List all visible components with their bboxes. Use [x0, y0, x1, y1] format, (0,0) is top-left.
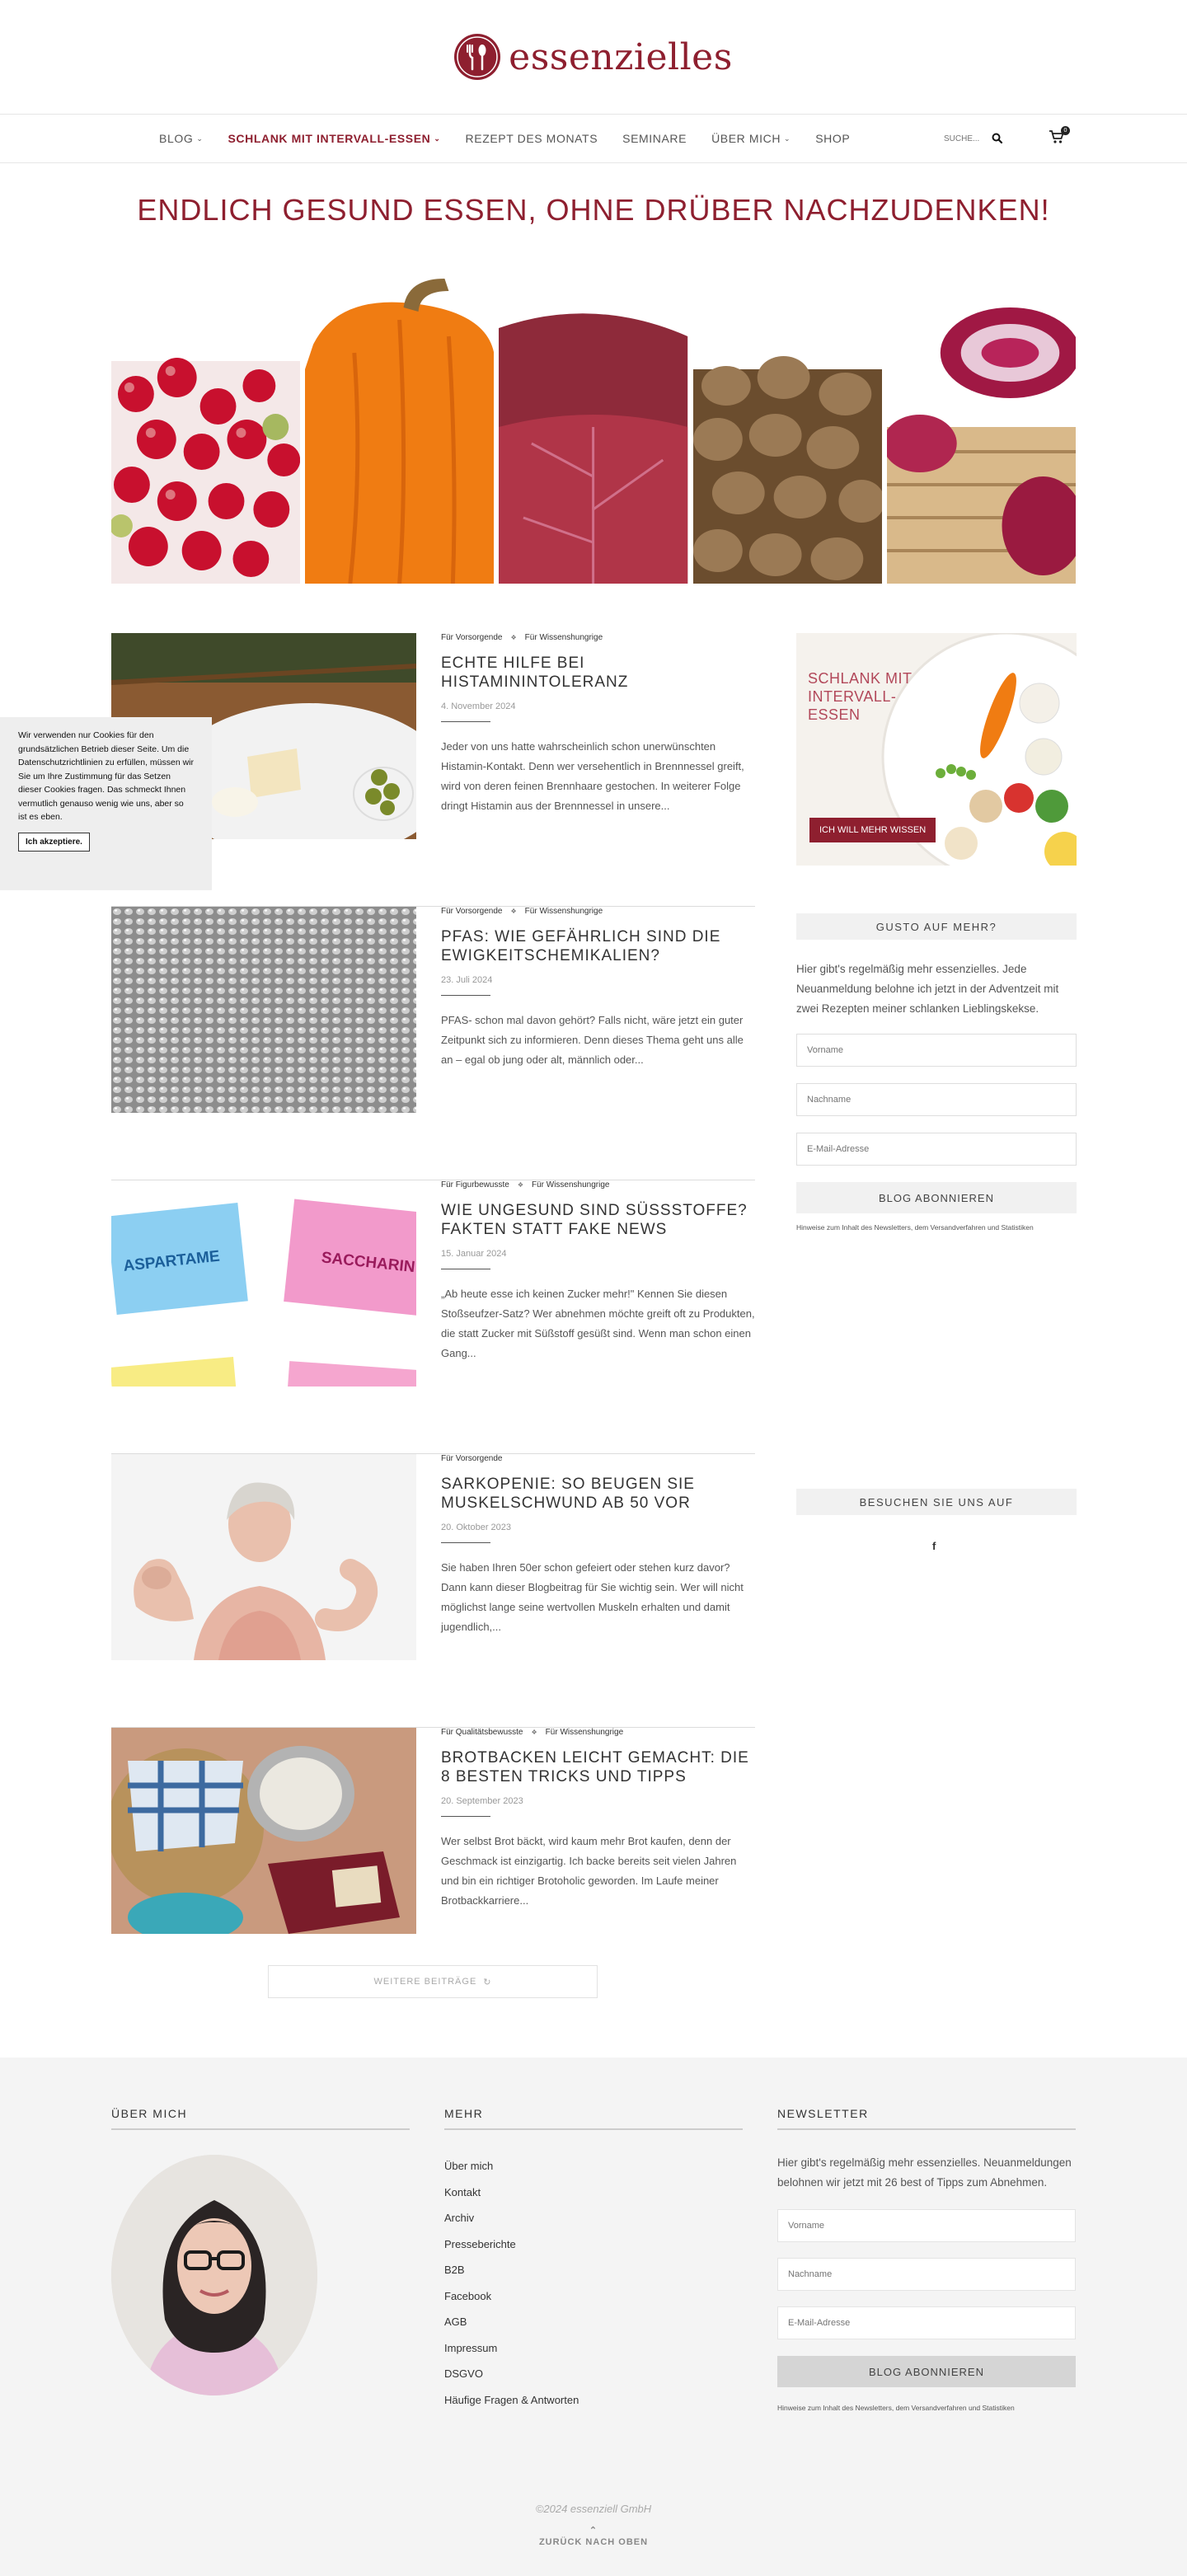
footer-link-b2b[interactable]: B2B: [444, 2264, 465, 2276]
main-navigation: [0, 114, 1187, 163]
post-date: 20. Oktober 2023: [441, 1523, 512, 1532]
footer-newsletter-text: Hier gibt's regelmäßig mehr essenzielles. Neuanmeldungen belohnen wir jetzt mit 26 best of Tipps zum Abnehmen.: [777, 2156, 1072, 2189]
nav-item-ueber-mich[interactable]: [711, 132, 791, 145]
sidebar-last-name-input[interactable]: [796, 1083, 1077, 1116]
search-icon[interactable]: [992, 131, 1002, 147]
category-link[interactable]: Für Wissenshungrige: [524, 633, 603, 642]
footer-link-archiv[interactable]: Archiv: [444, 2212, 475, 2224]
post-date: 4. November 2024: [441, 701, 516, 711]
category-link[interactable]: Für Figurbewusste: [441, 1180, 509, 1189]
post-excerpt: Wer selbst Brot bäckt, wird kaum mehr Brot kaufen, denn der Geschmack ist einzigartig. Ich backe bereits seit vielen Jahren und bin ein richtiger Brotoholic geworden. Im Laufe meiner Brotbackkarriere...: [441, 1835, 737, 1907]
post-thumbnail-sweetener-packets[interactable]: [111, 1180, 416, 1387]
post-thumbnail-bread-baking[interactable]: [111, 1728, 416, 1934]
site-header: [0, 0, 1187, 114]
post-excerpt: Jeder von uns hatte wahrscheinlich schon unerwünschten Histamin-Kontakt. Denn wer versehentlich in Brennnessel greift, wird von deren feinen Brennhaare gestochen. In weiterer Folge dringt Histamin aus der Brennnessel in unsere...: [441, 740, 744, 812]
footer-more-column: [444, 2107, 743, 2413]
fork-spoon-logo-icon: [454, 34, 500, 80]
sidebar-first-name-input[interactable]: [796, 1034, 1077, 1067]
hero-red-onion-image: [887, 262, 1076, 584]
post-excerpt: PFAS- schon mal davon gehört? Falls nicht, wäre jetzt ein guter Zeitpunkt sich zu informieren. Denn dieses Thema geht uns alle an – egal ob jung oder alt, männlich oder...: [441, 1014, 744, 1066]
post-body: [441, 1728, 755, 1911]
category-separator-icon: ❖: [531, 1729, 537, 1736]
post-card: [111, 1180, 755, 1454]
saccharin-label: SACCHARIN: [320, 1249, 416, 1277]
post-title[interactable]: PFAS: WIE GEFÄHRLICH SIND DIE EWIGKEITSCHEMIKALIEN?: [441, 928, 721, 964]
footer-link-dsgvo[interactable]: DSGVO: [444, 2367, 483, 2380]
aspartame-label: ASPARTAME: [122, 1247, 221, 1275]
category-link[interactable]: Für Wissenshungrige: [531, 1180, 610, 1189]
post-date: 15. Januar 2024: [441, 1249, 507, 1259]
hero-beetroot-image: [499, 262, 687, 584]
footer-link-facebook[interactable]: Facebook: [444, 2289, 492, 2302]
nav-item-rezept-des-monats[interactable]: [466, 132, 598, 145]
intervall-essen-promo-banner[interactable]: [796, 633, 1077, 866]
footer-link-presseberichte[interactable]: Presseberichte: [444, 2237, 516, 2250]
facebook-icon[interactable]: f: [932, 1540, 936, 1552]
social-heading: BESUCHEN SIE UNS AUF: [796, 1489, 1077, 1515]
footer-first-name-input[interactable]: [777, 2209, 1076, 2242]
footer-link-agb[interactable]: AGB: [444, 2316, 467, 2328]
load-more-button[interactable]: [268, 1965, 598, 1998]
post-thumbnail-water-drops[interactable]: [111, 907, 416, 1113]
chevron-up-icon: ⌃: [589, 2526, 598, 2536]
post-card: [111, 1454, 755, 1728]
nav-item-label: ÜBER MICH: [711, 132, 781, 145]
post-categories: [441, 1728, 755, 1737]
footer-about-column: [111, 2107, 410, 2395]
refresh-icon: ↻: [483, 1977, 492, 1987]
sidebar-newsletter-fineprint[interactable]: Hinweise zum Inhalt des Newsletters, dem Versandverfahren und Statistiken: [796, 1223, 1034, 1232]
nav-item-label: BLOG: [159, 132, 194, 145]
footer-email-input[interactable]: [777, 2306, 1076, 2339]
footer-newsletter-fineprint[interactable]: Hinweise zum Inhalt des Newsletters, dem Versandverfahren und Statistiken: [777, 2404, 1015, 2412]
post-card: [111, 907, 755, 1180]
post-body: [441, 1454, 755, 1637]
cookie-banner: [0, 717, 212, 890]
post-categories: [441, 633, 755, 642]
copyright: ©2024 essenziell GmbH: [535, 2503, 652, 2515]
footer-subscribe-button[interactable]: BLOG ABONNIEREN: [777, 2356, 1076, 2387]
post-body: [441, 633, 755, 816]
site-logo-text: essenzielles: [509, 35, 733, 78]
footer-link-list: [444, 2153, 743, 2413]
nav-item-label: REZEPT DES MONATS: [465, 132, 598, 145]
back-to-top-label: ZURÜCK NACH OBEN: [538, 2537, 649, 2547]
footer-more-heading: MEHR: [444, 2107, 743, 2130]
category-link[interactable]: Für Wissenshungrige: [545, 1728, 624, 1737]
load-more-label: WEITERE BEITRÄGE: [373, 1977, 477, 1987]
footer-newsletter-heading: NEWSLETTER: [777, 2107, 1076, 2130]
post-date: 23. Juli 2024: [441, 975, 493, 985]
category-link[interactable]: Für Qualitätsbewusste: [441, 1728, 523, 1737]
nav-search: [944, 131, 1002, 147]
page-headline: ENDLICH GESUND ESSEN, OHNE DRÜBER NACHZUDENKEN!: [137, 193, 1050, 227]
post-divider: [441, 1816, 490, 1817]
post-excerpt: „Ab heute esse ich keinen Zucker mehr!" Kennen Sie diesen Stoßseufzer-Satz? Wer abnehmen möchte greift oft zu Produkten, die statt Zucker mit Süßstoff gesüßt sind. Wenn man schon einen Gang...: [441, 1288, 755, 1359]
footer-about-heading: ÜBER MICH: [111, 2107, 410, 2130]
nav-item-seminare[interactable]: [622, 132, 687, 145]
nav-item-label: SEMINARE: [622, 132, 687, 145]
post-divider: [441, 1542, 490, 1543]
cookie-text: Wir verwenden nur Cookies für den grundsätzlichen Betrieb dieser Seite. Um die Datenschutzrichtlinien zu erfüllen, müssen wir Sie um Ihre Zustimmung für das Setzen dieser Cookies fragen. Das schmeckt Ihnen vermutlich genauso wenig wie uns, aber so ist es eben.: [18, 730, 195, 822]
footer-bottom-bar: [0, 2503, 1187, 2547]
sidebar: [796, 633, 1077, 1232]
hero-chestnuts-image: [693, 262, 882, 584]
post-title[interactable]: ECHTE HILFE BEI HISTAMININTOLERANZ: [441, 655, 629, 691]
category-separator-icon: ❖: [510, 634, 517, 641]
post-excerpt: Sie haben Ihren 50er schon gefeiert oder stehen kurz davor? Dann kann dieser Blogbeitrag für Sie wichtig sein. Wer will nicht möglichst lange seine wertvollen Muskeln erhalten und damit jugendlich,...: [441, 1561, 744, 1633]
nav-item-label: SHOP: [815, 132, 851, 145]
footer-link-impressum[interactable]: Impressum: [444, 2341, 498, 2354]
category-link[interactable]: Für Vorsorgende: [441, 633, 503, 642]
post-title[interactable]: SARKOPENIE: SO BEUGEN SIE MUSKELSCHWUND AB 50 VOR: [441, 1476, 695, 1512]
hero-pumpkin-image: [305, 262, 494, 584]
post-categories: [441, 1454, 755, 1463]
post-divider: [441, 995, 490, 996]
footer-newsletter-column: [777, 2107, 1076, 2412]
back-to-top-link[interactable]: [0, 2525, 1187, 2547]
promo-more-info-button[interactable]: ICH WILL MEHR WISSEN: [809, 818, 936, 842]
footer-link-kontakt[interactable]: Kontakt: [444, 2185, 481, 2198]
footer-link-faq[interactable]: Häufige Fragen & Antworten: [444, 2393, 579, 2406]
cart-button[interactable]: [1049, 129, 1068, 148]
chevron-down-icon: ⌄: [434, 134, 441, 143]
sidebar-email-input[interactable]: [796, 1133, 1077, 1166]
hero-image-strip: [111, 262, 1076, 584]
category-link[interactable]: Für Wissenshungrige: [524, 907, 603, 916]
nav-item-shop[interactable]: [815, 132, 850, 145]
post-title[interactable]: BROTBACKEN LEICHT GEMACHT: DIE 8 BESTEN TRICKS UND TIPPS: [441, 1749, 749, 1785]
footer-last-name-input[interactable]: [777, 2258, 1076, 2291]
nav-item-label: SCHLANK MIT INTERVALL-ESSEN: [228, 132, 431, 145]
search-input[interactable]: [944, 134, 985, 143]
post-date: 20. September 2023: [441, 1796, 523, 1806]
promo-title: SCHLANK MIT INTERVALL-ESSEN: [808, 670, 913, 723]
sidebar-newsletter-text: Hier gibt's regelmäßig mehr essenzielles. Jede Neuanmeldung belohne ich jetzt in der Adventzeit mit zwei Rezepten meiner schlanken Lieblingskekse.: [796, 963, 1059, 1015]
sidebar-newsletter-heading: GUSTO AUF MEHR?: [796, 913, 1077, 940]
post-body: [441, 1180, 755, 1363]
post-divider: [441, 721, 490, 722]
post-card: [111, 1728, 755, 2001]
cart-count-badge: 0: [1061, 126, 1070, 135]
post-title[interactable]: WIE UNGESUND SIND SÜSSSTOFFE? FAKTEN STATT FAKE NEWS: [441, 1202, 748, 1238]
post-body: [441, 907, 755, 1070]
hero-cranberries-image: [111, 262, 300, 584]
post-categories: [441, 907, 755, 916]
post-categories: [441, 1180, 755, 1189]
chevron-down-icon: ⌄: [784, 134, 791, 143]
site-footer: [0, 2058, 1187, 2576]
category-separator-icon: ❖: [510, 908, 517, 915]
nav-item-schlank-mit-intervall-essen[interactable]: [228, 132, 440, 145]
cookie-accept-button[interactable]: Ich akzeptiere.: [18, 833, 90, 852]
category-separator-icon: ❖: [517, 1181, 523, 1189]
author-portrait: [111, 2155, 317, 2395]
category-link[interactable]: Für Vorsorgende: [441, 1454, 503, 1463]
sidebar-subscribe-button[interactable]: BLOG ABONNIEREN: [796, 1182, 1077, 1213]
site-logo[interactable]: [454, 34, 733, 80]
footer-link-ueber-mich[interactable]: Über mich: [444, 2160, 494, 2172]
chevron-down-icon: ⌄: [196, 134, 204, 143]
category-link[interactable]: Für Vorsorgende: [441, 907, 503, 916]
post-thumbnail-senior-woman-flexing[interactable]: [111, 1454, 416, 1660]
nav-item-blog[interactable]: [159, 132, 203, 145]
